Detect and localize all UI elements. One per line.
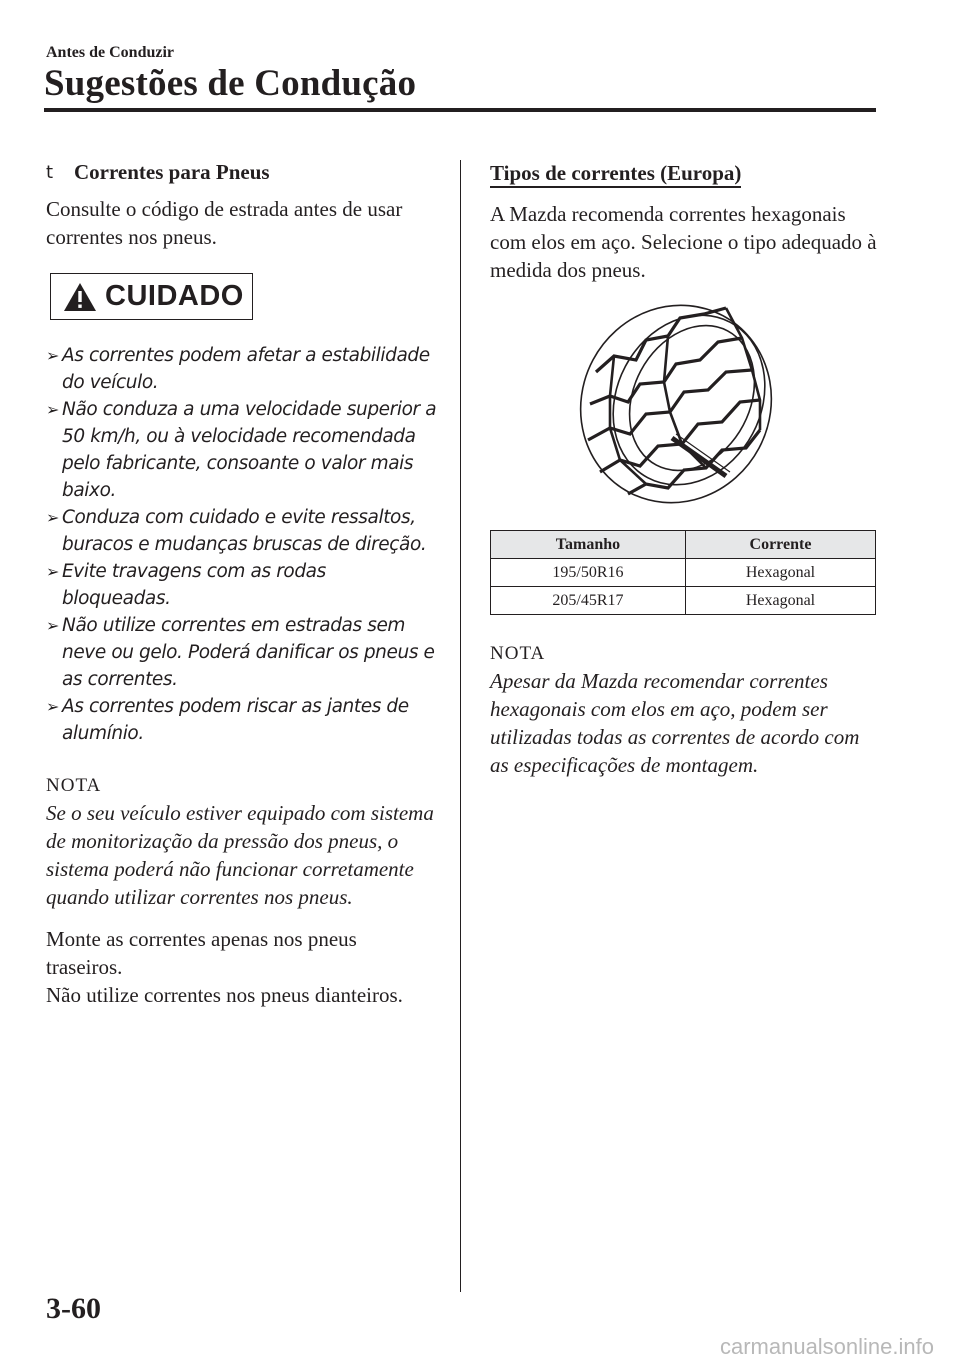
note-text: Se o seu veículo estiver equipado com sistema de monitorização da pressão dos pneus, o sistema poderá não funcionar corretamente quando utilizar correntes nos pneus. bbox=[46, 801, 434, 909]
triangle-arrow-bullet-icon: ➢ bbox=[46, 697, 60, 716]
list-item: ➢ As correntes podem riscar as jantes de alumínio. bbox=[46, 693, 438, 747]
list-item: ➢ Conduza com cuidado e evite ressaltos, buracos e mudanças bruscas de direção. bbox=[46, 504, 438, 558]
caution-list bbox=[46, 342, 438, 747]
column-divider bbox=[460, 160, 461, 1292]
right-column bbox=[490, 160, 878, 779]
closing-paragraph-1: Monte as correntes apenas nos pneus traseiros. bbox=[46, 927, 357, 979]
table-header-size: Tamanho bbox=[491, 531, 686, 559]
table-header-chain: Corrente bbox=[685, 531, 875, 559]
table-row bbox=[491, 587, 876, 615]
triangle-arrow-bullet-icon: ➢ bbox=[46, 508, 60, 527]
page-number: 3-60 bbox=[46, 1292, 101, 1325]
note-text: Apesar da Mazda recomendar correntes hexagonais com elos em aço, podem ser utilizadas todas as correntes de acordo com as especificações de montagem. bbox=[490, 669, 860, 777]
table-row bbox=[491, 559, 876, 587]
note-label: NOTA bbox=[490, 643, 546, 664]
note-label: NOTA bbox=[46, 775, 102, 796]
list-item: ➢ Evite travagens com as rodas bloqueadas. bbox=[46, 558, 438, 612]
closing-paragraph-2: Não utilize correntes nos pneus dianteiros. bbox=[46, 983, 403, 1007]
left-column bbox=[46, 160, 438, 1009]
list-item: ➢ As correntes podem afetar a estabilidade do veículo. bbox=[46, 342, 438, 396]
watermark: carmanualsonline.info bbox=[719, 1334, 934, 1359]
intro-paragraph: Consulte o código de estrada antes de usar correntes nos pneus. bbox=[46, 197, 403, 249]
page-title: Sugestões de Condução bbox=[44, 63, 417, 104]
table-header-row bbox=[491, 531, 876, 559]
triangle-arrow-bullet-icon: ➢ bbox=[46, 616, 60, 635]
triangle-arrow-bullet-icon: ➢ bbox=[46, 346, 60, 365]
list-item: ➢ Não utilize correntes em estradas sem neve ou gelo. Poderá danificar os pneus e as correntes. bbox=[46, 612, 438, 693]
list-item: ➢ Não conduza a uma velocidade superior a 50 km/h, ou à velocidade recomendada pelo fabricante, consoante o valor mais baixo. bbox=[46, 396, 438, 504]
table-cell: 195/50R16 bbox=[491, 559, 686, 587]
triangle-arrow-bullet-icon: ➢ bbox=[46, 562, 60, 581]
chain-spec-table bbox=[490, 530, 876, 615]
tire-chain-illustration bbox=[576, 300, 776, 508]
warning-triangle-icon bbox=[63, 282, 97, 312]
section-heading bbox=[46, 160, 438, 185]
section-label: Antes de Conduzir bbox=[46, 44, 175, 61]
subsection-heading: Tipos de correntes (Europa) bbox=[490, 160, 741, 188]
section-marker: t bbox=[46, 162, 54, 183]
section-heading-text: Correntes para Pneus bbox=[74, 160, 270, 184]
chain-intro-paragraph: A Mazda recomenda correntes hexagonais com elos em aço. Selecione o tipo adequado à medida dos pneus. bbox=[490, 202, 877, 282]
caution-box bbox=[50, 273, 253, 320]
table-cell: Hexagonal bbox=[685, 559, 875, 587]
table-cell: Hexagonal bbox=[685, 587, 875, 615]
table-cell: 205/45R17 bbox=[491, 587, 686, 615]
header-rule bbox=[44, 108, 876, 112]
caution-label: CUIDADO bbox=[105, 280, 244, 312]
triangle-arrow-bullet-icon: ➢ bbox=[46, 400, 60, 419]
